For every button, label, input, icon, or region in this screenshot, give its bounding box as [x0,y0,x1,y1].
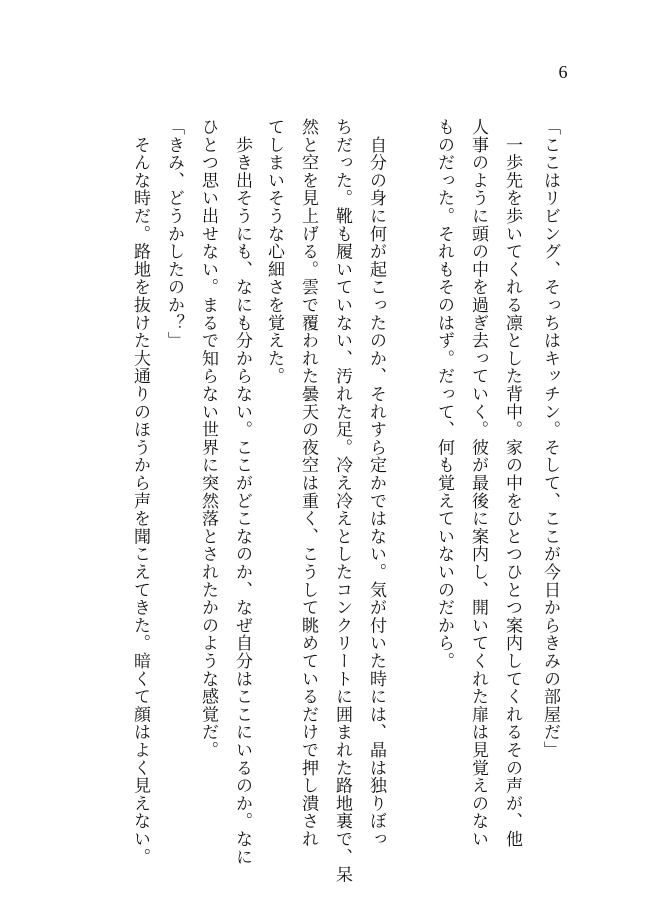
text-line-4: ものだった。それもそのはず。だって、何も覚えていないのだから。 [434,118,454,670]
text-line-10: 歩き出そうにも、なにも分からない。ここがどこなのか、なぜ自分はここにいるのか。なに [232,118,252,866]
text-line-6: 自分の身に何が起こったのか、それすら定かではない。気が付いた時には、晶は独りぼっ [366,118,386,848]
text-line-12: 「きみ、どうかしたのか？」 [164,118,184,350]
text-line-9: てしまいそうな心細さを覚えた。 [264,118,284,385]
text-line-3: 人事のように頭の中を過ぎ去っていく。彼が最後に案内し、開いてくれた扉は見覚えのない [468,118,488,848]
text-line-7: ちだった。靴も履いていない、汚れた足。冷え冷えとしたコンクリートに囲まれた路地裏で、呆 [332,118,352,884]
page-number: 6 [558,62,568,82]
text-line-13: そんな時だ。路地を抜けた大通りのほうから声を聞こえてきた。暗くて顔はよく見えない。 [130,118,150,866]
text-line-1: 「ここはリビング、そっちはキッチン。そして、ここが今日からきみの部屋だ」 [540,118,560,759]
text-line-8: 然と空を見上げる。雲で覆われた曇天の夜空は重く、こうして眺めているだけで押し潰され [298,118,318,848]
text-line-2: 一歩先を歩いてくれる凛とした背中。家の中をひとつひとつ案内してくれるその声が、他 [502,118,522,848]
text-line-11: ひとつ思い出せない。まるで知らない世界に突然落とされたかのような感覚だ。 [198,118,218,759]
